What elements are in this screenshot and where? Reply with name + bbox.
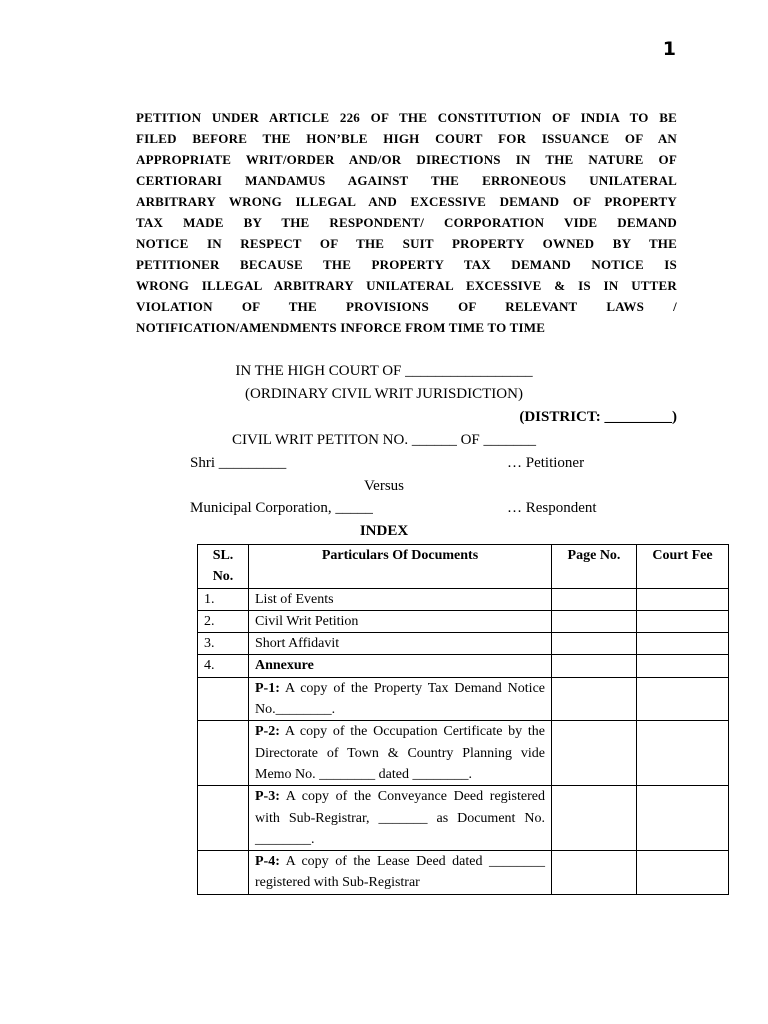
row-particulars <box>249 633 552 655</box>
heading-line: CERTIORARI MANDAMUS AGAINST THE ERRONEOUS UNILATERAL <box>136 173 677 188</box>
row-page-no <box>552 633 637 655</box>
row-text: A copy of the Property Tax Demand Notice No.________. <box>255 680 545 718</box>
court-jurisdiction: (ORDINARY CIVIL WRIT JURISDICTION) <box>245 386 523 402</box>
page-number: 1 <box>662 38 676 60</box>
index-table <box>197 544 729 895</box>
row-page-no <box>552 677 637 721</box>
heading-line: FILED BEFORE THE HON’BLE HIGH COURT FOR ISSUANCE OF AN <box>136 131 677 146</box>
row-court-fee <box>637 655 729 677</box>
row-text: A copy of the Lease Deed dated ________ registered with Sub-Registrar <box>255 854 545 891</box>
table-row <box>198 633 729 655</box>
row-text: A copy of the Occupation Certificate by the Directorate of Town & Country Planning vide Memo No. ________ dated ________. <box>255 724 545 782</box>
row-text: Annexure <box>255 658 314 674</box>
row-court-fee <box>637 786 729 851</box>
annexure-label: P-4: <box>255 854 280 870</box>
table-row <box>198 786 729 851</box>
respondent-role: … Respondent <box>507 500 597 516</box>
heading-line: ARBITRARY WRONG ILLEGAL AND EXCESSIVE DEMAND OF PROPERTY <box>136 194 677 209</box>
table-row <box>198 721 729 786</box>
heading-line: PETITION UNDER ARTICLE 226 OF THE CONSTITUTION OF INDIA TO BE <box>136 110 677 125</box>
row-sl-no <box>198 851 249 895</box>
heading-line: APPROPRIATE WRIT/ORDER AND/OR DIRECTIONS IN THE NATURE OF <box>136 152 677 167</box>
row-particulars <box>249 610 552 632</box>
row-text: Short Affidavit <box>255 636 340 652</box>
row-court-fee <box>637 610 729 632</box>
row-sl-no: 2. <box>198 610 249 632</box>
row-particulars <box>249 655 552 677</box>
petition-heading <box>136 107 677 338</box>
row-page-no <box>552 610 637 632</box>
heading-line: VIOLATION OF THE PROVISIONS OF RELEVANT LAWS / <box>136 299 677 314</box>
heading-line: PETITIONER BECAUSE THE PROPERTY TAX DEMAND NOTICE IS <box>136 257 677 272</box>
row-court-fee <box>637 721 729 786</box>
header-sl: SL. No. <box>198 545 249 589</box>
row-particulars <box>249 588 552 610</box>
index-title: INDEX <box>359 523 409 539</box>
row-page-no <box>552 655 637 677</box>
row-court-fee <box>637 633 729 655</box>
heading-line: NOTIFICATION/AMENDMENTS INFORCE FROM TIME TO TIME <box>136 320 546 335</box>
respondent-name: Municipal Corporation, _____ <box>190 500 373 516</box>
petitioner-name: Shri _________ <box>190 455 287 471</box>
table-row <box>198 655 729 677</box>
header-page-no: Page No. <box>552 545 637 589</box>
row-court-fee <box>637 851 729 895</box>
row-sl-no <box>198 677 249 721</box>
header-court-fee: Court Fee <box>637 545 729 589</box>
header-particulars: Particulars Of Documents <box>249 545 552 589</box>
row-text: Civil Writ Petition <box>255 613 359 629</box>
versus-label: Versus <box>364 478 404 494</box>
court-name: IN THE HIGH COURT OF _________________ <box>235 363 533 379</box>
row-page-no <box>552 588 637 610</box>
row-page-no <box>552 851 637 895</box>
table-row <box>198 851 729 895</box>
annexure-label: P-2: <box>255 724 280 740</box>
table-row <box>198 610 729 632</box>
row-sl-no: 3. <box>198 633 249 655</box>
row-particulars <box>249 721 552 786</box>
annexure-label: P-3: <box>255 789 280 805</box>
row-particulars <box>249 851 552 895</box>
petition-number: CIVIL WRIT PETITON NO. ______ OF _______ <box>231 432 537 448</box>
row-particulars <box>249 786 552 851</box>
table-row <box>198 588 729 610</box>
heading-line: NOTICE IN RESPECT OF THE SUIT PROPERTY OWNED BY THE <box>136 236 677 251</box>
heading-line: TAX MADE BY THE RESPONDENT/ CORPORATION VIDE DEMAND <box>136 215 677 230</box>
heading-line: WRONG ILLEGAL ARBITRARY UNILATERAL EXCESSIVE & IS IN UTTER <box>136 278 677 293</box>
annexure-label: P-1: <box>255 680 280 696</box>
row-page-no <box>552 786 637 851</box>
index-header-row <box>198 545 729 589</box>
table-row <box>198 677 729 721</box>
district-line: (DISTRICT: _________) <box>519 409 677 425</box>
row-court-fee <box>637 588 729 610</box>
row-sl-no <box>198 721 249 786</box>
row-sl-no: 4. <box>198 655 249 677</box>
row-text: List of Events <box>255 591 334 607</box>
row-page-no <box>552 721 637 786</box>
row-text: A copy of the Conveyance Deed registered with Sub-Registrar, _______ as Document No. ________. <box>255 789 545 847</box>
row-sl-no: 1. <box>198 588 249 610</box>
petitioner-role: … Petitioner <box>507 455 585 471</box>
row-sl-no <box>198 786 249 851</box>
row-court-fee <box>637 677 729 721</box>
row-particulars <box>249 677 552 721</box>
